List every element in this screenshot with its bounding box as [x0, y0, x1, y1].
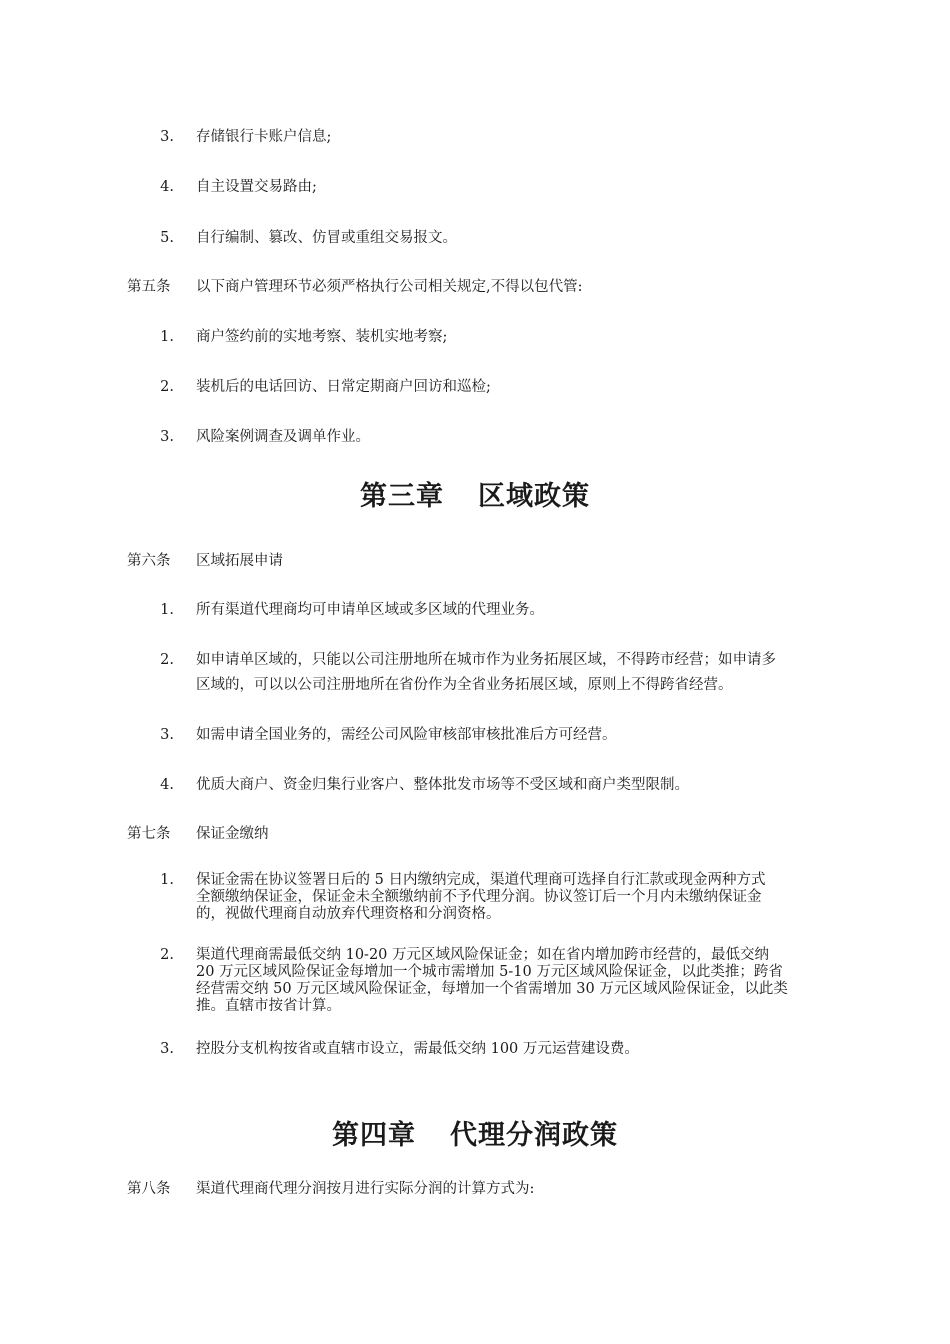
list-number: 1.: [160, 602, 174, 618]
chapter-title: 区域政策: [478, 481, 590, 512]
list-number: 3.: [160, 1041, 174, 1057]
article-label: 第五条: [127, 279, 171, 295]
list-text: 经营需交纳 50 万元区域风险保证金，每增加一个省需增加 30 万元区域风险保证金，以此类: [196, 981, 788, 997]
list-number: 2.: [160, 379, 174, 395]
list-number: 1.: [160, 329, 174, 345]
list-text: 推。直辖市按省计算。: [196, 998, 341, 1014]
list-number: 3.: [160, 129, 174, 145]
list-number: 5.: [160, 230, 174, 246]
list-text: 保证金需在协议签署日后的 5 日内缴纳完成，渠道代理商可选择自行汇款或现金两种方式: [196, 872, 766, 888]
chapter-heading: [0, 480, 950, 514]
list-text: 所有渠道代理商均可申请单区域或多区域的代理业务。: [196, 602, 544, 618]
article-text: 渠道代理商代理分润按月进行实际分润的计算方式为:: [196, 1181, 535, 1197]
chapter-heading: [0, 1119, 950, 1153]
list-number: 1.: [160, 872, 174, 888]
chapter-number: 第三章: [360, 481, 444, 512]
chapter-title: 代理分润政策: [450, 1120, 618, 1151]
article-text: 以下商户管理环节必须严格执行公司相关规定,不得以包代管:: [196, 279, 583, 295]
article-label: 第八条: [127, 1181, 171, 1197]
list-number: 3.: [160, 429, 174, 445]
article-text: 保证金缴纳: [196, 826, 269, 842]
list-text: 如需申请全国业务的，需经公司风险审核部审核批准后方可经营。: [196, 727, 617, 743]
list-text: 自主设置交易路由;: [196, 179, 317, 195]
list-text: 20 万元区域风险保证金每增加一个城市需增加 5-10 万元区域风险保证金，以此类推；跨省: [196, 964, 783, 980]
list-text: 自行编制、篡改、仿冒或重组交易报文。: [196, 230, 457, 246]
list-text: 优质大商户、资金归集行业客户、整体批发市场等不受区域和商户类型限制。: [196, 777, 689, 793]
list-text: 渠道代理商需最低交纳 10-20 万元区域风险保证金；如在省内增加跨市经营的，最低交纳: [196, 947, 770, 963]
list-text: 全额缴纳保证金，保证金未全额缴纳前不予代理分润。协议签订后一个月内未缴纳保证金: [196, 889, 762, 905]
list-number: 3.: [160, 727, 174, 743]
list-text: 的，视做代理商自动放弃代理资格和分润资格。: [196, 906, 501, 922]
list-text: 风险案例调查及调单作业。: [196, 429, 370, 445]
list-text: 商户签约前的实地考察、装机实地考察;: [196, 329, 448, 345]
list-number: 2.: [160, 652, 174, 668]
list-text: 控股分支机构按省或直辖市设立，需最低交纳 100 万元运营建设费。: [196, 1041, 639, 1057]
list-number: 4.: [160, 179, 174, 195]
list-text: 区域的，可以以公司注册地所在省份作为全省业务拓展区域，原则上不得跨省经营。: [196, 677, 733, 693]
list-number: 4.: [160, 777, 174, 793]
article-label: 第六条: [127, 553, 171, 569]
article-text: 区域拓展申请: [196, 553, 283, 569]
list-text: 存储银行卡账户信息;: [196, 129, 332, 145]
list-text: 如申请单区域的，只能以公司注册地所在城市作为业务拓展区域，不得跨市经营；如申请多: [196, 652, 776, 668]
list-text: 装机后的电话回访、日常定期商户回访和巡检;: [196, 379, 491, 395]
chapter-number: 第四章: [332, 1120, 416, 1151]
article-label: 第七条: [127, 826, 171, 842]
list-number: 2.: [160, 947, 174, 963]
